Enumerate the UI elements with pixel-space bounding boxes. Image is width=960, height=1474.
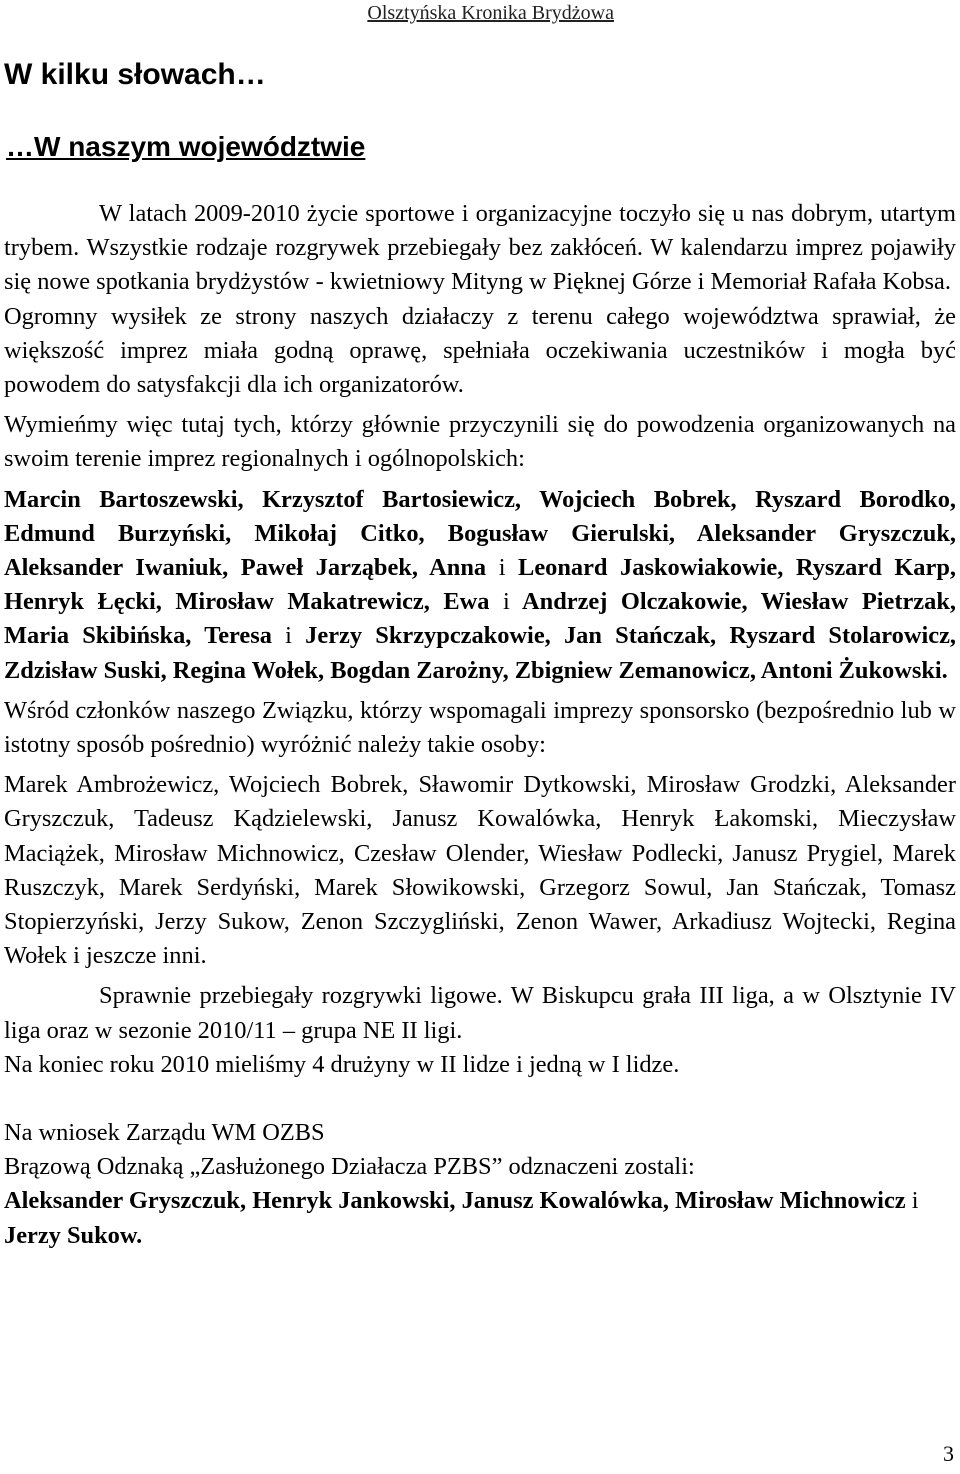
spacer — [4, 1082, 956, 1116]
organizers-list — [4, 483, 956, 688]
teams-paragraph: Na koniec roku 2010 mieliśmy 4 drużyny w II lidze i jedną w I lidze. — [4, 1050, 680, 1078]
conjunction: i — [498, 554, 506, 582]
awardees-list-part: Aleksander Gryszczuk, Henryk Jankowski, Janusz Kowalówka, Mirosław Michnowicz — [4, 1187, 912, 1215]
sponsors-list: Marek Ambrożewicz, Wojciech Bobrek, Sławomir Dytkowski, Mirosław Grodzki, Aleksander Gryszczuk, Tadeusz Kądzielewski, Janusz Kowalówka, Henryk Łakomski, Mieczysław Maciążek, Mirosław Michnowicz, Czesław Olender, Wiesław Podlecki, Janusz Prygiel, Marek Ruszczyk, Marek Serdyński, Marek Słowikowski, Grzegorz Sowul, Jan Stańczak, Tomasz Stopierzyński, Jerzy Sukow, Zenon Szczygliński, Zenon Wawer, Arkadiusz Wojtecki, Regina Wołek i jeszcze inni. — [4, 771, 956, 970]
organizers-intro-paragraph: Wymieńmy więc tutaj tych, którzy głównie przyczynili się do powodzenia organizowanych na swoim terenie imprez regionalnych i ogólnopolskich: — [4, 411, 956, 473]
effort-paragraph: Ogromny wysiłek ze strony naszych działaczy z terenu całego województwa sprawiał, że większość imprez miała godną oprawę, spełniała oczekiwania uczestników i mogła być powodem do satysfakcji dla ich organizatorów. — [4, 302, 956, 399]
intro-paragraph: W latach 2009-2010 życie sportowe i organizacyjne toczyło się u nas dobrym, utartym trybem. Wszystkie rodzaje rozgrywek przebiegały bez zakłóceń. W kalendarzu imprez pojawiły się nowe spotkania brydżystów - kwietniowy Mityng w Pięknej Górze i Memoriał Rafała Kobsa. — [4, 200, 956, 296]
organizers-list-part: Marcin Bartoszewski, Krzysztof Bartosiewicz, Wojciech Bobrek, Ryszard Borodko, Edmund Burzyński, Mikołaj Citko, Bogusław Gierulski, Aleksander Gryszczuk, Aleksander Iwaniuk, Paweł Jarząbek, Anna — [4, 485, 956, 582]
sponsors-intro-paragraph: Wśród członków naszego Związku, którzy wspomagali imprezy sponsorsko (bezpośrednio lub w istotny sposób pośrednio) wyróżnić należy takie osoby: — [4, 696, 956, 759]
organizers-list-part: Leonard Jaskowiakowie, Ryszard Karp, Henryk Łęcki, Mirosław Makatrewicz, Ewa — [4, 554, 956, 616]
page-title: W kilku słowach… — [4, 58, 266, 91]
awardees-list — [4, 1184, 956, 1252]
conjunction: i — [285, 622, 292, 650]
conjunction: i — [911, 1187, 919, 1215]
organizers-list-part: Jerzy Skrzypczakowie, Jan Stańczak, Ryszard Stolarowicz, Zdzisław Suski, Regina Wołek, Bogdan Zarożny, Zbigniew Zemanowicz, Antoni Żukowski. — [4, 622, 956, 684]
awardees-list-part: Jerzy Sukow. — [4, 1221, 143, 1249]
section-title: …W naszym województwie — [6, 131, 366, 162]
page-number: 3 — [943, 1441, 954, 1466]
running-header: Olsztyńska Kronika Brydżowa — [367, 2, 614, 24]
article-body — [4, 197, 956, 1253]
league-paragraph: Sprawnie przebiegały rozgrywki ligowe. W Biskupcu grała III liga, a w Olsztynie IV liga oraz w sezonie 2010/11 – grupa NE II ligi. — [4, 982, 956, 1044]
award-line: Brązową Odznaką „Zasłużonego Działacza PZBS” odznaczeni zostali: — [4, 1153, 695, 1181]
conjunction: i — [503, 588, 510, 616]
motion-line: Na wniosek Zarządu WM OZBS — [4, 1119, 325, 1147]
organizers-list-part: Andrzej Olczakowie, Wiesław Pietrzak, Maria Skibińska, Teresa — [4, 588, 956, 650]
